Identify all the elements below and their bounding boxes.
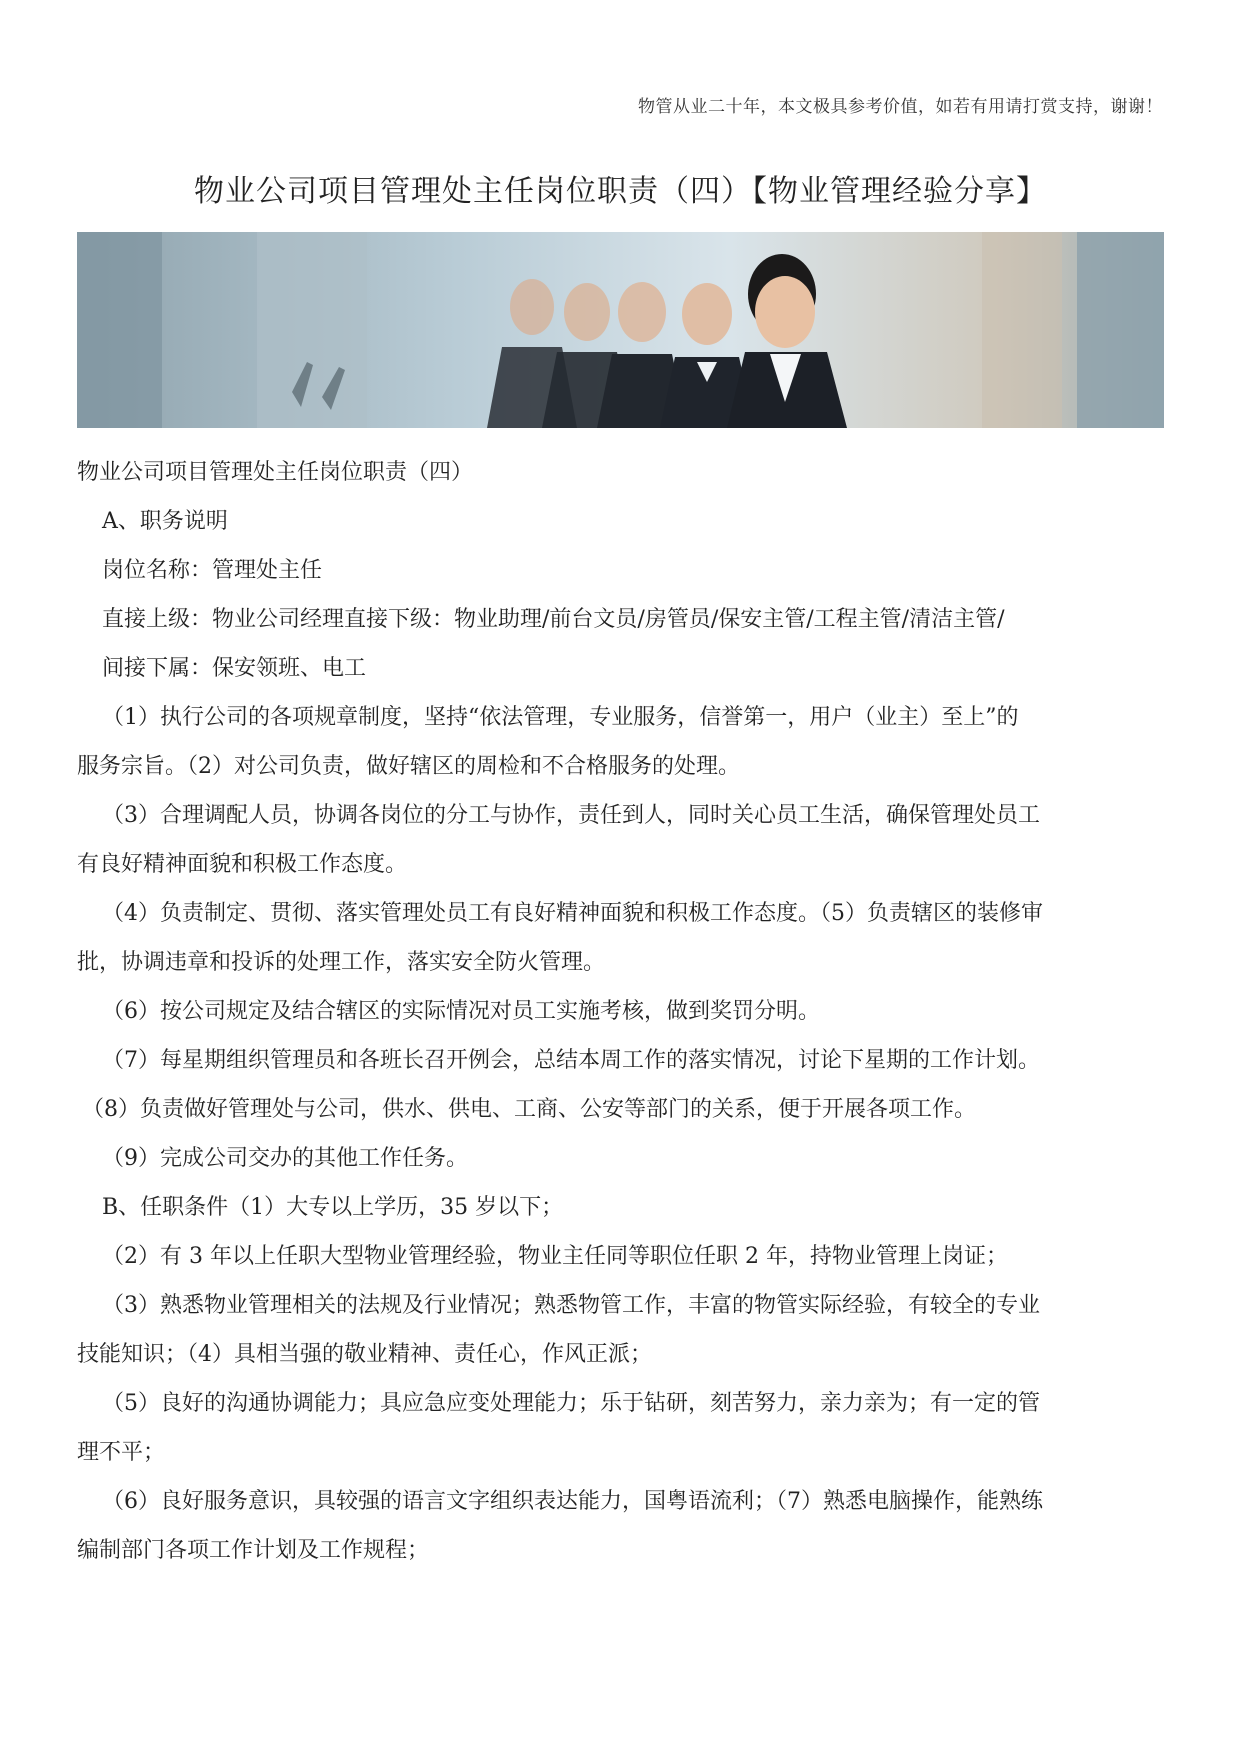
paragraph: （1）执行公司的各项规章制度，坚持“依法管理，专业服务，信誉第一，用户（业主）至上”的 <box>102 705 1019 730</box>
paragraph: 编制部门各项工作计划及工作规程； <box>77 1538 430 1563</box>
document-title: 物业公司项目管理处主任岗位职责（四）【物业管理经验分享】 <box>194 174 1047 209</box>
paragraph: 理不平； <box>77 1440 166 1465</box>
paragraph: （6）按公司规定及结合辖区的实际情况对员工实施考核，做到奖罚分明。 <box>102 999 820 1024</box>
paragraph: （7）每星期组织管理员和各班长召开例会，总结本周工作的落实情况，讨论下星期的工作计划。 <box>102 1048 1041 1073</box>
paragraph: B、任职条件（1）大专以上学历，35 岁以下； <box>102 1195 564 1220</box>
document-body <box>77 448 1164 1575</box>
header-note: 物管从业二十年，本文极具参考价值，如若有用请打赏支持，谢谢！ <box>638 97 1163 117</box>
paragraph: （6）良好服务意识，具较强的语言文字组织表达能力，国粤语流利；（7）熟悉电脑操作，能熟练 <box>102 1489 1043 1514</box>
paragraph: 服务宗旨。（2）对公司负责，做好辖区的周检和不合格服务的处理。 <box>77 754 740 779</box>
paragraph: （8）负责做好管理处与公司，供水、供电、工商、公安等部门的关系，便于开展各项工作。 <box>82 1097 977 1122</box>
business-team-photo-icon <box>77 232 1164 428</box>
paragraph: A、职务说明 <box>102 509 228 534</box>
paragraph: （3）熟悉物业管理相关的法规及行业情况；熟悉物管工作，丰富的物管实际经验，有较全的专业 <box>102 1293 1041 1318</box>
paragraph: 批，协调违章和投诉的处理工作，落实安全防火管理。 <box>77 950 606 975</box>
paragraph: 间接下属：保安领班、电工 <box>102 656 367 681</box>
paragraph: 技能知识；（4）具相当强的敬业精神、责任心，作风正派； <box>77 1342 652 1367</box>
banner-image <box>77 232 1164 428</box>
paragraph: 有良好精神面貌和积极工作态度。 <box>77 852 408 877</box>
paragraph: （3）合理调配人员，协调各岗位的分工与协作，责任到人，同时关心员工生活，确保管理处员工 <box>102 803 1041 828</box>
paragraph: （9）完成公司交办的其他工作任务。 <box>102 1146 468 1171</box>
paragraph: 直接上级：物业公司经理直接下级：物业助理/前台文员/房管员/保安主管/工程主管/清洁主管/ <box>102 607 1005 632</box>
paragraph: （2）有 3 年以上任职大型物业管理经验，物业主任同等职位任职 2 年，持物业管理上岗证； <box>102 1244 1008 1269</box>
section-heading: 物业公司项目管理处主任岗位职责（四） <box>77 460 474 485</box>
paragraph: （5）良好的沟通协调能力；具应急应变处理能力；乐于钻研，刻苦努力，亲力亲为；有一定的管 <box>102 1391 1041 1416</box>
paragraph: （4）负责制定、贯彻、落实管理处员工有良好精神面貌和积极工作态度。（5）负责辖区的装修审 <box>102 901 1043 926</box>
paragraph: 岗位名称：管理处主任 <box>102 558 323 583</box>
